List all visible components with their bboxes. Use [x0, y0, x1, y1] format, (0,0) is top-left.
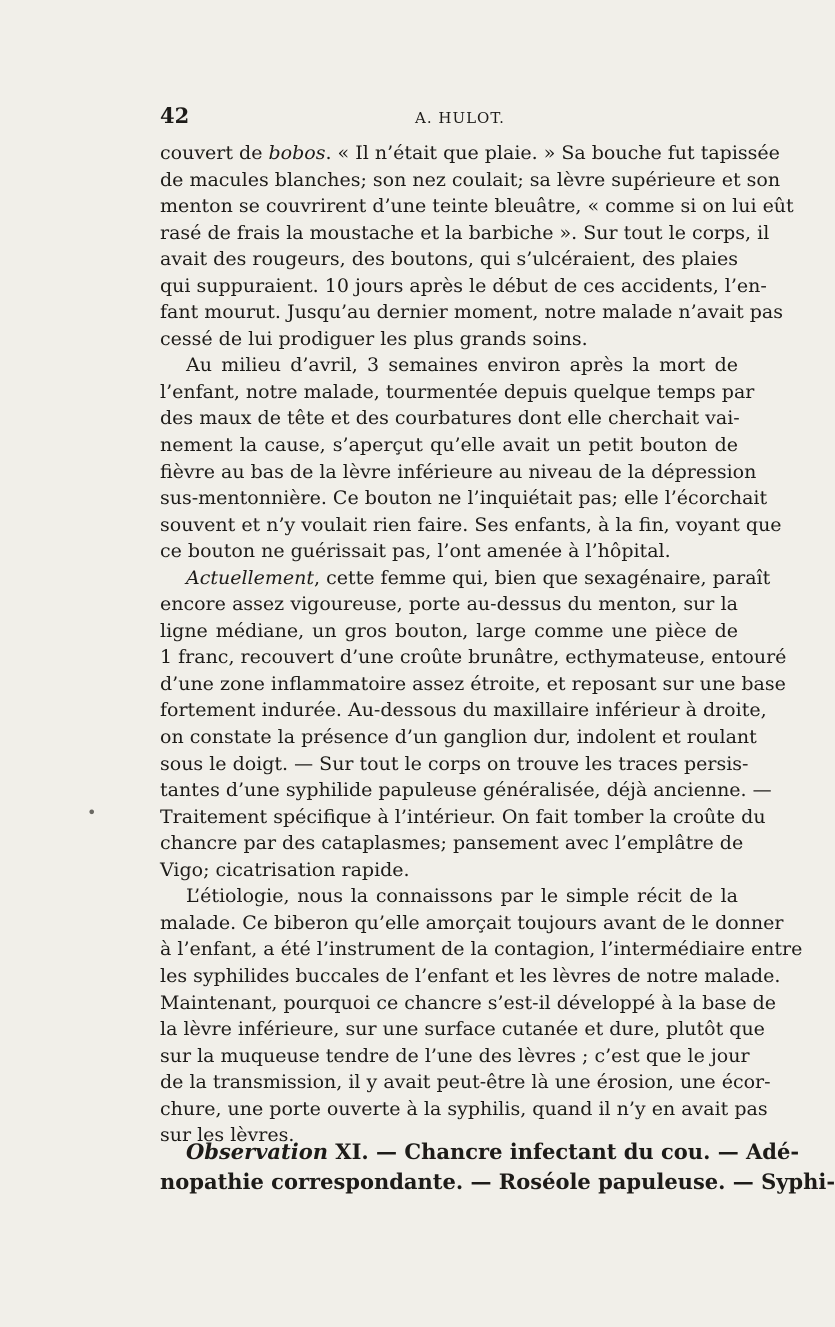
- text-line: 1 franc, recouvert d’une croûte brunâtre, ecthymateuse, entouré: [160, 646, 787, 669]
- text-line: couvert de bobos. « Il n’était que plaie. » Sa bouche fut tapissée: [160, 142, 780, 164]
- text-line: Actuellement, cette femme qui, bien que sexagénaire, paraît: [186, 566, 771, 589]
- body-text: [160, 140, 803, 1149]
- text-line: la lèvre inférieure, sur une surface cutanée et dure, plutôt que: [160, 1018, 765, 1041]
- page-number: 42: [160, 103, 190, 128]
- heading-line-1: [160, 1137, 800, 1167]
- text-line: chancre par des cataplasmes; pansement avec l’emplâtre de: [160, 832, 744, 855]
- text-line: de macules blanches; son nez coulait; sa lèvre supérieure et son: [160, 168, 781, 191]
- text-line: sus-mentonnière. Ce bouton ne l’inquiétait pas; elle l’écorchait: [160, 487, 768, 510]
- text-line: à l’enfant, a été l’instrument de la contagion, l’intermédiaire entre: [160, 938, 803, 961]
- text-line: souvent et n’y voulait rien faire. Ses enfants, à la fin, voyant que: [160, 513, 782, 536]
- text-line: l’enfant, notre malade, tourmentée depuis quelque temps par: [160, 380, 755, 403]
- text-line: Traitement spécifique à l’intérieur. On fait tomber la croûte du: [160, 805, 766, 828]
- text-line: ce bouton ne guérissait pas, l’ont amenée à l’hôpital.: [160, 540, 671, 563]
- italic-word: Actuellement: [186, 566, 315, 589]
- text-line: Au milieu d’avril, 3 semaines environ après la mort de: [186, 354, 738, 377]
- text-line: sur les lèvres.: [160, 1124, 295, 1147]
- text-line: de la transmission, il y avait peut-être là une érosion, une écor-: [160, 1071, 771, 1094]
- heading-line-2: nopathie correspondante. — Roséole papuleuse. — Syphi-: [160, 1169, 835, 1194]
- running-head: A. HULOT.: [415, 109, 505, 127]
- page-header: [160, 103, 738, 133]
- heading-line-1-rest: XI. — Chancre infectant du cou. — Adé-: [328, 1139, 800, 1164]
- observation-heading: [160, 1137, 835, 1197]
- text-line: fant mourut. Jusqu’au dernier moment, notre malade n’avait pas: [160, 301, 784, 324]
- text-line: L’étiologie, nous la connaissons par le simple récit de la: [186, 885, 738, 908]
- text-line: Maintenant, pourquoi ce chancre s’est-il développé à la base de: [160, 991, 777, 1014]
- text-line: les syphilides buccales de l’enfant et les lèvres de notre malade.: [160, 964, 781, 987]
- text-line: tantes d’une syphilide papuleuse généralisée, déjà ancienne. —: [160, 779, 772, 802]
- text-line: malade. Ce biberon qu’elle amorçait toujours avant de le donner: [160, 911, 784, 934]
- text-line: cessé de lui prodiguer les plus grands soins.: [160, 327, 588, 350]
- text-line: fortement indurée. Au-dessous du maxillaire inférieur à droite,: [160, 699, 767, 722]
- text-line: Vigo; cicatrisation rapide.: [160, 858, 410, 881]
- text-line: avait des rougeurs, des boutons, qui s’ulcéraient, des plaies: [160, 248, 738, 271]
- text-line: encore assez vigoureuse, porte au-dessus du menton, sur la: [160, 593, 738, 616]
- margin-mark: •: [87, 803, 97, 822]
- text-line: qui suppuraient. 10 jours après le début de ces accidents, l’en-: [160, 274, 767, 297]
- text-line: menton se couvrirent d’une teinte bleuâtre, « comme si on lui eût: [160, 195, 794, 218]
- text-line: des maux de tête et des courbatures dont elle cherchait vai-: [160, 407, 740, 430]
- text-line: nement la cause, s’aperçut qu’elle avait un petit bouton de: [160, 434, 738, 457]
- observation-label: Observation: [186, 1139, 328, 1164]
- text-line: sous le doigt. — Sur tout le corps on trouve les traces persis-: [160, 752, 749, 775]
- text-line: rasé de frais la moustache et la barbiche ». Sur tout le corps, il: [160, 221, 770, 244]
- text-line: chure, une porte ouverte à la syphilis, quand il n’y en avait pas: [160, 1097, 768, 1120]
- italic-word: bobos: [268, 142, 326, 164]
- text-line: fièvre au bas de la lèvre inférieure au niveau de la dépression: [160, 460, 757, 483]
- text-line: on constate la présence d’un ganglion dur, indolent et roulant: [160, 726, 757, 749]
- text-line: sur la muqueuse tendre de l’une des lèvres ; c’est que le jour: [160, 1044, 750, 1067]
- text-line: d’une zone inflammatoire assez étroite, et reposant sur une base: [160, 672, 786, 695]
- text-line: ligne médiane, un gros bouton, large comme une pièce de: [160, 619, 738, 642]
